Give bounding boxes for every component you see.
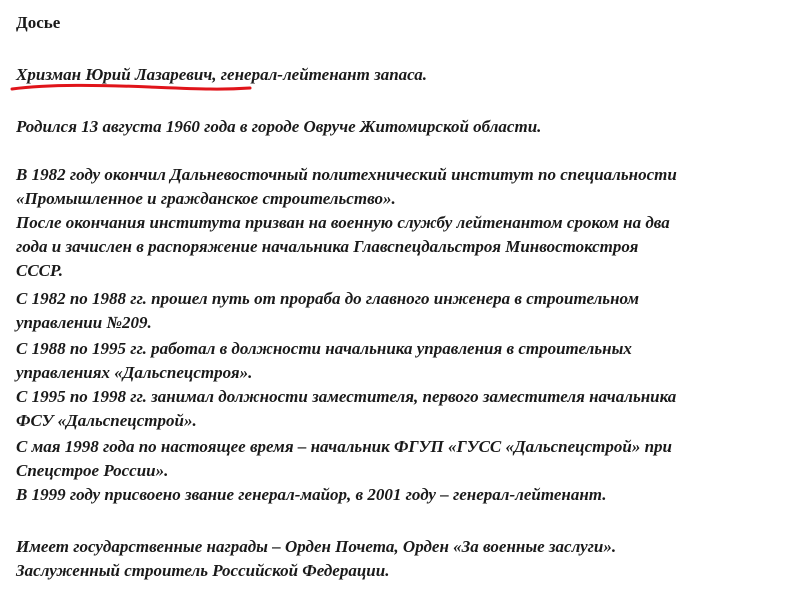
awards-line: Имеет государственные награды – Орден Почета, Орден «За военные заслуги». [16,537,617,556]
bio-line: года и зачислен в распоряжение начальника Главспецдальстроя Минвостокстроя [16,237,639,256]
bio-line: СССР. [16,261,63,280]
bio-line: С 1982 по 1988 гг. прошел путь от прораба до главного инженера в строительном [16,289,640,308]
awards-line: Заслуженный строитель Российской Федерации. [16,561,390,580]
person-name [16,65,217,84]
bio-line: «Промышленное и гражданское строительство». [16,189,396,208]
bio-line: С мая 1998 года по настоящее время – начальник ФГУП «ГУСС «Дальспецстрой» при [16,437,672,456]
birth-line: Родился 13 августа 1960 года в городе Овруче Житомирской области. [16,117,542,136]
bio-line: ФСУ «Дальспецстрой». [16,411,197,430]
dossier-title: Досье [16,13,61,32]
rank-text: генерал-лейтенант запаса. [216,65,428,84]
bio-line: С 1988 по 1995 гг. работал в должности начальника управления в строительных [16,339,632,358]
bio-line: После окончания института призван на военную службу лейтенантом сроком на два [16,213,670,232]
bio-line: В 1999 году присвоено звание генерал-майор, в 2001 году – генерал-лейтенант. [16,485,607,504]
person-name-text: Хризман Юрий Лазаревич, [16,65,217,84]
bio-line: управлении №209. [16,313,152,332]
name-line [16,64,427,86]
bio-line: С 1995 по 1998 гг. занимал должности заместителя, первого заместителя начальника [16,387,677,406]
bio-line: управлениях «Дальспецстроя». [16,363,253,382]
bio-line: Спецстрое России». [16,461,169,480]
bio-line: В 1982 году окончил Дальневосточный политехнический институт по специальности [16,165,677,184]
